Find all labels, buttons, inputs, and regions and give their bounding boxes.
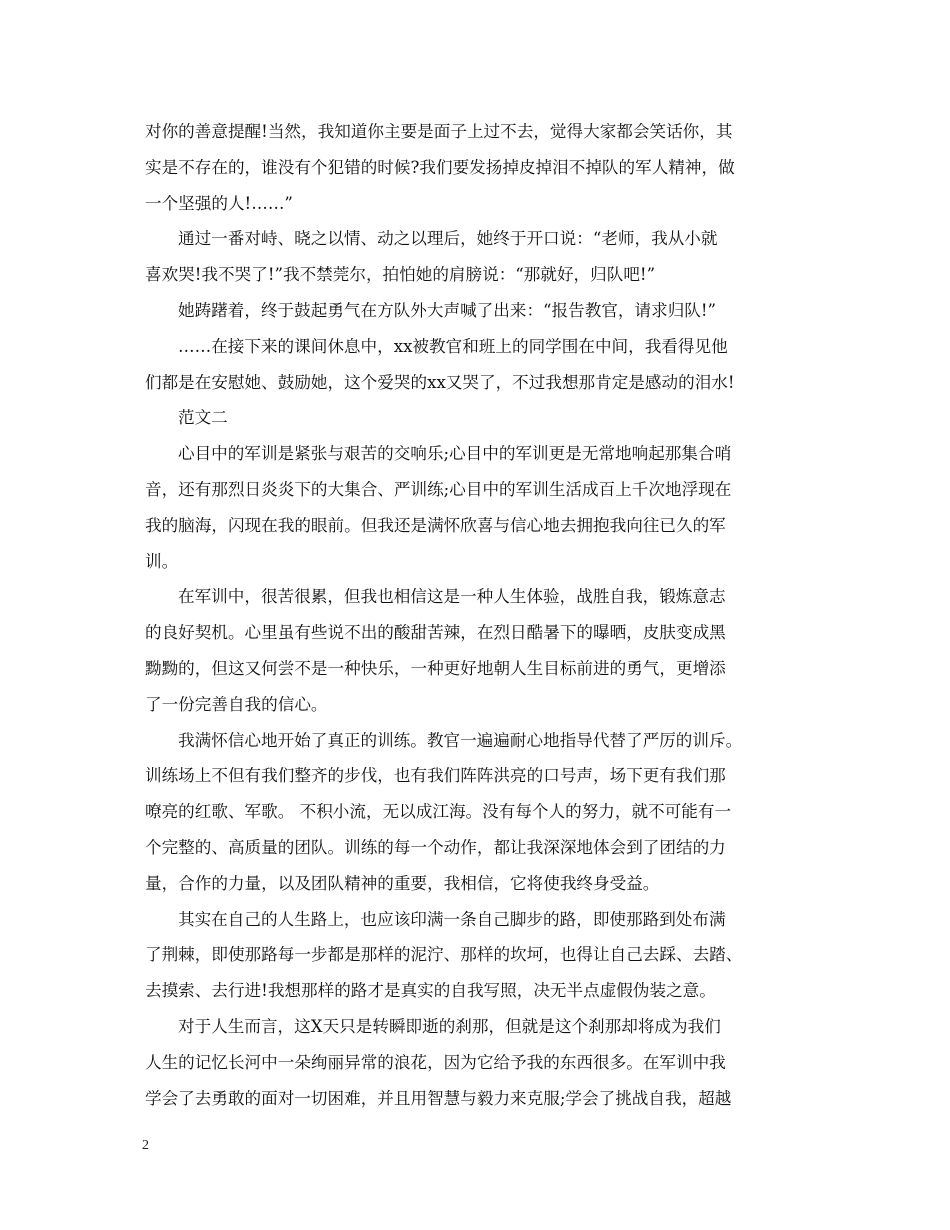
text-line: 范文二 <box>178 408 228 428</box>
text-line: 实是不存在的，谁没有个犯错的时候?我们要发扬掉皮掉泪不掉队的军人精神，做 <box>145 157 735 177</box>
text-line: 嘹亮的红歌、军歌。 不积小流，无以成江海。没有每个人的努力，就不可能有一 <box>145 802 732 822</box>
text-line: 黝黝的，但这又何尝不是一种快乐，一种更好地朝人生目标前进的勇气，更增添 <box>145 658 726 678</box>
text-line: 音，还有那烈日炎炎下的大集合、严训练;心目中的军训生活成百上千次地浮现在 <box>145 479 732 499</box>
text-line: 训练场上不但有我们整齐的步伐，也有我们阵阵洪亮的口号声，场下更有我们那 <box>145 766 726 786</box>
text-line: 一个坚强的人!……” <box>145 193 293 213</box>
text-line: 她踌躇着，终于鼓起勇气在方队外大声喊了出来：“报告教官，请求归队!” <box>178 300 717 320</box>
text-line: 们都是在安慰她、鼓励她，这个爱哭的xx又哭了，不过我想那肯定是感动的泪水! <box>145 372 735 392</box>
text-line: 心目中的军训是紧张与艰苦的交响乐;心目中的军训更是无常地响起那集合哨 <box>178 444 732 464</box>
text-line: 喜欢哭!我不哭了!”我不禁莞尔，拍怕她的肩膀说：“那就好，归队吧!” <box>145 265 656 285</box>
text-line: 对于人生而言，这X天只是转瞬即逝的刹那，但就是这个刹那却将成为我们 <box>178 1016 721 1036</box>
text-line: 个完整的、高质量的团队。训练的每一个动作，都让我深深地体会到了团结的力 <box>145 837 726 857</box>
body-text <box>145 114 820 1116</box>
text-line: 通过一番对峙、晓之以情、动之以理后，她终于开口说：“老师，我从小就 <box>178 229 718 249</box>
text-line: 人生的记忆长河中一朵绚丽异常的浪花，因为它给予我的东西很多。在军训中我 <box>145 1052 726 1072</box>
text-line: 我满怀信心地开始了真正的训练。教官一遍遍耐心地指导代替了严厉的训斥。 <box>178 730 743 750</box>
text-line: 在军训中，很苦很累，但我也相信这是一种人生体验，战胜自我，锻炼意志 <box>178 587 726 607</box>
text-line: ……在接下来的课间休息中，xx被教官和班上的同学围在中间，我看得见他 <box>178 336 728 356</box>
text-line: 量，合作的力量，以及团队精神的重要，我相信，它将使我终身受益。 <box>145 873 660 893</box>
text-line: 学会了去勇敢的面对一切困难，并且用智慧与毅力来克服;学会了挑战自我，超越 <box>145 1088 732 1108</box>
text-line: 训。 <box>145 551 179 571</box>
text-line: 对你的善意提醒!当然，我知道你主要是面子上过不去，觉得大家都会笑话你，其 <box>145 122 733 141</box>
page-number: 2 <box>142 1138 149 1153</box>
text-line: 了荆棘，即使那路每一步都是那样的泥泞、那样的坎坷，也得让自己去踩、去踏、 <box>145 945 743 965</box>
text-line: 的良好契机。心里虽有些说不出的酸甜苦辣，在烈日酷暑下的曝晒，皮肤变成黑 <box>145 623 726 643</box>
text-line: 我的脑海，闪现在我的眼前。但我还是满怀欣喜与信心地去拥抱我向往已久的军 <box>145 515 726 535</box>
text-line: 了一份完善自我的信心。 <box>145 694 328 714</box>
text-line: 去摸索、去行进!我想那样的路才是真实的自我写照，决无半点虚假伪装之意。 <box>145 981 716 1001</box>
text-line: 其实在自己的人生路上，也应该印满一条自己脚步的路，即使那路到处布满 <box>178 909 726 929</box>
